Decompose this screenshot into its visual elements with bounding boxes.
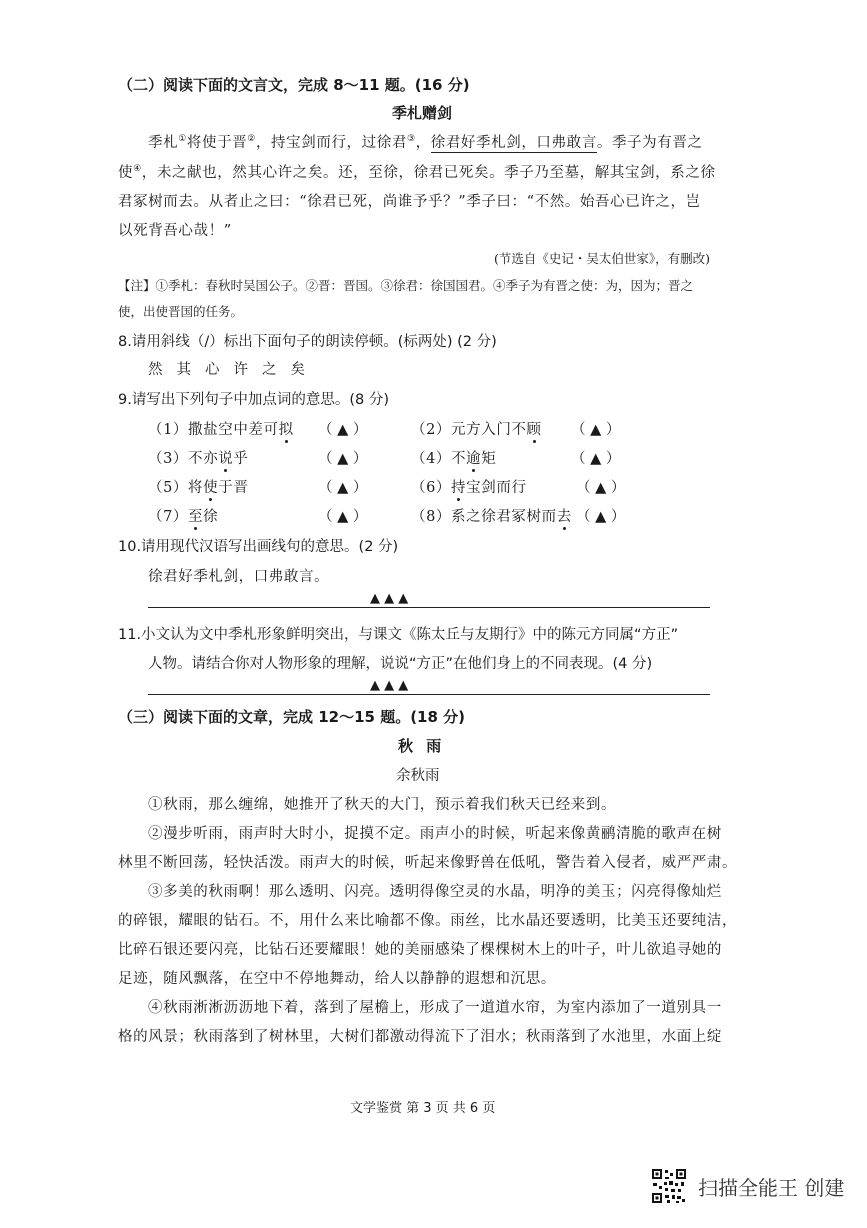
- q9-item-1: （1）撒盐空中差可拟: [148, 422, 294, 438]
- q9-item-8: （8）系之徐君冢树而去: [411, 509, 572, 525]
- q9-item-6: （6）持宝剑而行: [411, 480, 527, 496]
- q9-answer-blank-8[interactable]: （ ▲ ）: [576, 509, 626, 525]
- essay-paragraph-3-line-3: 比碎石银还要闪亮，比钻石还要耀眼！她的美丽感染了棵棵树木上的叶子，叶儿欲追寻她的: [118, 942, 722, 958]
- scanner-watermark: 扫描全能王 创建: [698, 1176, 845, 1200]
- essay-title: 秋 雨: [398, 737, 446, 755]
- essay-paragraph-4-line-1: ④秋雨淅淅沥沥地下着，落到了屋檐上，形成了一道道水帘，为室内添加了一道别具一: [148, 1000, 722, 1016]
- question-11-line-2: 人物。请结合你对人物形象的理解，说说“方正”在他们身上的不同表现。(4 分): [148, 656, 653, 672]
- q10-answer-marks: ▲ ▲ ▲: [370, 591, 409, 606]
- q11-answer-line[interactable]: [148, 694, 710, 695]
- question-11-line-1: 11.小文认为文中季札形象鲜明突出，与课文《陈太丘与友期行》中的陈元方同属“方正”: [118, 627, 679, 643]
- q11-answer-marks: ▲ ▲ ▲: [370, 678, 409, 693]
- page-footer: 文学鉴赏 第 3 页 共 6 页: [350, 1101, 496, 1116]
- essay-author: 余秋雨: [396, 768, 440, 784]
- section-heading: （二）阅读下面的文言文，完成 8～11 题。(16 分): [118, 76, 470, 94]
- passage-line-2: 使④，未之献也，然其心许之矣。还，至徐，徐君已死矣。季子乃至墓，解其宝剑，系之徐: [118, 164, 716, 181]
- essay-paragraph-4-line-2: 格的风景；秋雨落到了树林里，大树们都激动得流下了泪水；秋雨落到了水池里，水面上绽: [118, 1029, 722, 1045]
- essay-paragraph-3-line-2: 的碎银，耀眼的钻石。不，用什么来比喻都不像。雨丝，比水晶还要透明，比美玉还要纯洁，: [118, 913, 738, 929]
- q9-answer-blank-1[interactable]: （ ▲ ）: [318, 422, 368, 438]
- passage-source: (节选自《史记・吴太伯世家》，有删改): [494, 251, 711, 266]
- essay-paragraph-2-line-1: ②漫步听雨，雨声时大时小，捉摸不定。雨声小的时候，听起来像黄鹂清脆的歌声在树: [148, 826, 722, 842]
- q9-answer-blank-4[interactable]: （ ▲ ）: [571, 451, 621, 467]
- passage-line-3: 君冢树而去。从者止之曰：“徐君已死，尚谁予乎？”季子曰：“不然。始吾心已许之，岂: [118, 194, 701, 210]
- passage-line-1: 季札①将使于晋②，持宝剑而行，过徐君③，徐君好季札剑，口弗敢言。季子为有晋之: [148, 134, 703, 151]
- q9-item-4: （4）不逾矩: [411, 451, 497, 467]
- q9-item-5: （5）将使于晋: [148, 480, 249, 496]
- essay-paragraph-3-line-4: 足迹，随风飘落，在空中不停地舞动，给人以静静的遐想和沉思。: [118, 971, 556, 987]
- essay-paragraph-3-line-1: ③多美的秋雨啊！那么透明、闪亮。透明得像空灵的水晶，明净的美玉；闪亮得像灿烂: [148, 884, 722, 900]
- q8-sentence: 然 其 心 许 之 矣: [148, 362, 305, 378]
- qr-code-icon: [651, 1168, 687, 1204]
- annotation-line-1: 【注】①季札：春秋时吴国公子。②晋：晋国。③徐君：徐国国君。④季子为有晋之使：为，因为；晋之: [118, 278, 694, 293]
- q9-answer-blank-6[interactable]: （ ▲ ）: [576, 480, 626, 496]
- q9-answer-blank-7[interactable]: （ ▲ ）: [318, 509, 368, 525]
- passage-title: 季札赠剑: [392, 104, 453, 122]
- q9-item-7: （7）至徐: [148, 509, 219, 525]
- q10-sentence: 徐君好季札剑，口弗敢言。: [148, 569, 330, 585]
- essay-paragraph-1: ①秋雨，那么缠绵，她推开了秋天的大门，预示着我们秋天已经来到。: [148, 797, 617, 813]
- question-8: 8.请用斜线（/）标出下面句子的朗读停顿。(标两处) (2 分): [118, 334, 497, 350]
- q9-answer-blank-2[interactable]: （ ▲ ）: [571, 422, 621, 438]
- q9-answer-blank-3[interactable]: （ ▲ ）: [318, 451, 368, 467]
- passage-line-4: 以死背吾心哉！”: [118, 223, 232, 239]
- essay-paragraph-2-line-2: 林里不断回荡，轻快活泼。雨声大的时候，听起来像野兽在低吼，警告着入侵者，威严严肃。: [118, 855, 738, 871]
- q9-answer-blank-5[interactable]: （ ▲ ）: [318, 480, 368, 496]
- question-9: 9.请写出下列句子中加点词的意思。(8 分): [118, 392, 389, 408]
- section-heading-3: （三）阅读下面的文章，完成 12～15 题。(18 分): [118, 708, 466, 726]
- q9-item-3: （3）不亦说乎: [148, 451, 249, 467]
- q9-item-2: （2）元方入门不顾: [411, 422, 542, 438]
- underlined-sentence: 徐君好季札剑，口弗敢言: [430, 135, 597, 151]
- annotation-line-2: 使，出使晋国的任务。: [118, 304, 244, 319]
- q10-answer-line[interactable]: [148, 607, 710, 608]
- question-10: 10.请用现代汉语写出画线句的意思。(2 分): [118, 539, 399, 555]
